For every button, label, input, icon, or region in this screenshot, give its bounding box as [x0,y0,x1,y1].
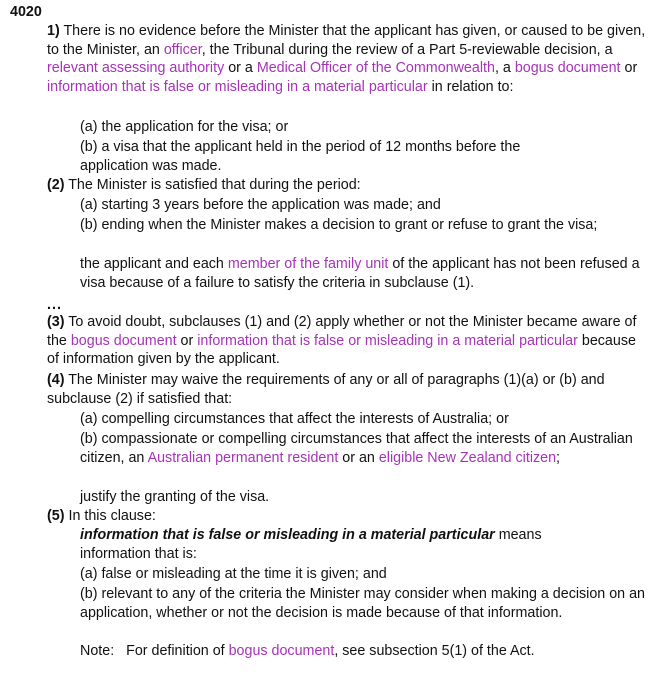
subclause-1-text-5: or [620,60,638,77]
note-text-2: , see subsection 5(1) of the Act. [334,643,535,659]
definition [80,526,610,563]
note-label: Note: [80,643,115,659]
subclause-2-text: The Minister is satisfied that during the period: [68,177,361,193]
defined-term-officer[interactable]: officer [163,41,202,58]
subclause-1-text-3: or a [224,60,257,77]
paragraph-1b: (b) a visa that the applicant held in the period of 12 months before the application was made. [80,139,521,174]
note-text-1: For definition of [126,643,229,659]
subclause-1-number: 1) [47,23,60,39]
subclause-3-text-3: because of information given by the applicant. [47,332,636,368]
defined-term-member-of-family-unit[interactable]: member of the family unit [227,256,389,272]
subclause-4-conclusion: justify the granting of the visa. [80,489,270,505]
defined-term-medical-officer[interactable]: Medical Officer of the Commonwealth [256,60,495,77]
defined-term-false-information[interactable]: information that is false or misleading in a material particular [47,78,428,95]
defined-term-bogus-document-2[interactable]: bogus document [70,332,177,349]
paragraph-2b: (b) ending when the Minister makes a decision to grant or refuse to grant the visa; [80,217,598,233]
paragraph-4b-text-2: or an [338,449,379,466]
paragraph-1a: (a) the application for the visa; or [80,119,289,135]
defined-term-australian-permanent-resident[interactable]: Australian permanent resident [147,449,339,466]
paragraph-5b: (b) relevant to any of the criteria the Minister may consider when making a decision on an application, whether or not the decision is made because of that information. [80,586,646,621]
paragraph-2a: (a) starting 3 years before the application was made; and [80,197,441,213]
subclause-2-conclusion-text-1: the applicant and each [80,256,228,272]
subclause-5-text: In this clause: [68,508,156,524]
paragraph-4b-text-1: (b) compassionate or compelling circumstances that affect the interests of an Australian citizen, an [80,431,633,466]
defined-term-bogus-document-note[interactable]: bogus document [228,643,335,659]
definition-term: information that is false or misleading in a material particular [80,527,495,543]
paragraph-4b [80,430,650,467]
paragraph-5a: (a) false or misleading at the time it is given; and [80,566,387,582]
defined-term-false-information-2[interactable]: information that is false or misleading in a material particular [197,332,578,349]
defined-term-eligible-nz-citizen[interactable]: eligible New Zealand citizen [378,449,557,466]
subclause-3-number: (3) [47,314,65,330]
subclause-4 [47,371,632,408]
subclause-2-conclusion [80,255,645,292]
subclause-2 [47,176,647,195]
subclause-1-text-2: , the Tribunal during the review of a Part 5-reviewable decision, a [201,41,613,58]
subclause-2-number: (2) [47,177,65,193]
subclause-1-text-6: in relation to: [427,78,514,95]
note [80,642,650,661]
subclause-2-conclusion-text-2: of the applicant has not been refused a visa because of a failure to satisfy the criteria in subclause (1). [80,256,640,291]
subclause-3-text-2: or [176,332,198,349]
paragraph-4b-text-3: ; [556,449,561,466]
ellipsis: ... [47,297,62,313]
subclause-3 [47,313,647,369]
subclause-3-text-1: To avoid doubt, subclauses (1) and (2) apply whether or not the Minister became aware of the [47,314,637,349]
clause-number: 4020 [10,4,42,20]
subclause-4-text: The Minister may waive the requirements of any or all of paragraphs (1)(a) or (b) and subclause (2) if satisfied that: [47,372,605,407]
paragraph-4a: (a) compelling circumstances that affect the interests of Australia; or [80,411,509,427]
defined-term-bogus-document[interactable]: bogus document [514,60,621,77]
subclause-5-number: (5) [47,508,65,524]
definition-text: means information that is: [80,527,542,562]
subclause-5 [47,507,647,526]
subclause-4-number: (4) [47,372,65,388]
defined-term-relevant-assessing-authority[interactable]: relevant assessing authority [47,60,225,77]
subclause-1 [47,22,647,96]
subclause-1-text-4: , a [494,60,515,77]
subclause-1-text-1: There is no evidence before the Minister that the applicant has given, or caused to be given, to the Minister, an [47,23,646,58]
